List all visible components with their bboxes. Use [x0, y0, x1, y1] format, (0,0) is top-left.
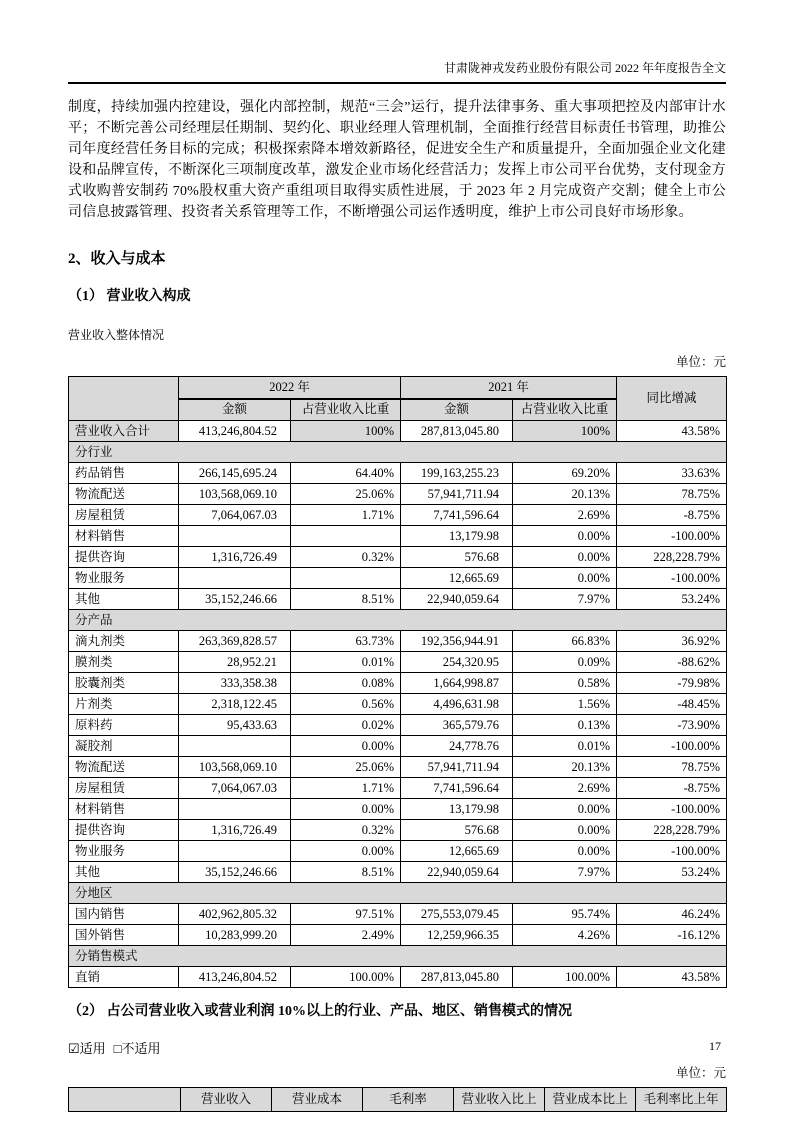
table1-cell: -8.75%: [617, 778, 727, 799]
table1-cell: 1,316,726.49: [179, 547, 291, 568]
table1-cell: 4,496,631.98: [401, 694, 513, 715]
table1-cell: 43.58%: [617, 967, 727, 988]
table1-cell: 0.00%: [513, 841, 617, 862]
table1-cell: 2.69%: [513, 778, 617, 799]
table1-body: [69, 421, 727, 988]
table1-row-label: 材料销售: [69, 799, 179, 820]
unit-label-2: 单位：元: [675, 1066, 726, 1080]
table1-row-label: 直销: [69, 967, 179, 988]
table1-data-row: [69, 652, 727, 673]
table1-cell: 78.75%: [617, 484, 727, 505]
table1-cell: 100%: [513, 421, 617, 442]
header-title: 甘肃陇神戎发药业股份有限公司 2022 年年度报告全文: [443, 61, 726, 75]
table1-section-label: 分销售模式: [69, 946, 727, 967]
table1-data-row: [69, 526, 727, 547]
table1-cell: 13,179.98: [401, 799, 513, 820]
table1-cell: 0.00%: [291, 736, 401, 757]
table1-cell: 100.00%: [513, 967, 617, 988]
table1-section-row: [69, 442, 727, 463]
checkbox-checked-icon: ☑: [68, 1041, 80, 1056]
table1-cell: 0.02%: [291, 715, 401, 736]
table1-cell: 576.68: [401, 547, 513, 568]
table1-row-label: 营业收入合计: [69, 421, 179, 442]
table1-cell: 0.00%: [513, 568, 617, 589]
table1-cell: 7,741,596.64: [401, 778, 513, 799]
table1-row-label: 药品销售: [69, 463, 179, 484]
table1-row-label: 滴丸剂类: [69, 631, 179, 652]
table1-cell: 8.51%: [291, 862, 401, 883]
table1-row-label: 胶囊剂类: [69, 673, 179, 694]
table1-cell: 66.83%: [513, 631, 617, 652]
table1-cell: 20.13%: [513, 484, 617, 505]
table1-data-row: [69, 904, 727, 925]
table1-cell: 35,152,246.66: [179, 862, 291, 883]
table1-cell: -100.00%: [617, 799, 727, 820]
subsection-2-heading: （2） 占公司营业收入或营业利润 10%以上的行业、产品、地区、销售模式的情况: [68, 1004, 572, 1019]
table1-header-amount-2022: 金额: [179, 399, 291, 421]
table1-cell: 28,952.21: [179, 652, 291, 673]
table1-row-label: 原料药: [69, 715, 179, 736]
table1-row-label: 提供咨询: [69, 820, 179, 841]
table2-header-margin-yoy: 毛利率比上年: [636, 1088, 727, 1112]
table1-header-2021: 2021 年: [401, 377, 617, 399]
body-paragraph: 制度，持续加强内控建设，强化内部控制，规范“三会”运行，提升法律事务、重大事项把控及内部审计水平；不断完善公司经理层任期制、契约化、职业经理人管理机制，全面推行经营目标责任书管理，助推公司年度经营任务目标的完成；积极探索降本增效新路径，促进安全生产和质量提升，全面加强企业文化建设和品牌宣传，不断深化三项制度改革，激发企业市场化经营活力；发挥上市公司平台优势，支付现金方式收购普安制药 70%股权重大资产重组项目取得实质性进展，于 2023 年 2 月完成资产交割；健全上市公司信息披露管理、投资者关系管理等工作，不断增强公司运作透明度，维护上市公司良好市场形象。: [68, 100, 726, 220]
table1-cell: [291, 526, 401, 547]
table1-section-label: 分行业: [69, 442, 727, 463]
table1-header-yoy: 同比增减: [617, 377, 727, 421]
table1-data-row: [69, 421, 727, 442]
table1-cell: 0.32%: [291, 820, 401, 841]
table1-cell: 275,553,079.45: [401, 904, 513, 925]
table1-cell: 0.00%: [513, 526, 617, 547]
table1-cell: 0.58%: [513, 673, 617, 694]
table1-row-label: 物流配送: [69, 484, 179, 505]
table1-cell: 199,163,255.23: [401, 463, 513, 484]
table2-header-revenue: 营业收入: [181, 1088, 272, 1112]
table1-cell: 402,962,805.32: [179, 904, 291, 925]
table1-header-row-years: [69, 377, 727, 399]
not-applicable-label: 不适用: [121, 1041, 161, 1056]
table1-cell: 63.73%: [291, 631, 401, 652]
table1-cell: 287,813,045.80: [401, 967, 513, 988]
table1-section-label: 分地区: [69, 883, 727, 904]
table1-data-row: [69, 568, 727, 589]
table1-cell: -88.62%: [617, 652, 727, 673]
table1-cell: 413,246,804.52: [179, 967, 291, 988]
table1-data-row: [69, 694, 727, 715]
table1-data-row: [69, 778, 727, 799]
table1-data-row: [69, 484, 727, 505]
table1-cell: 7.97%: [513, 589, 617, 610]
table1-header-2022: 2022 年: [179, 377, 401, 399]
table1-cell: 4.26%: [513, 925, 617, 946]
table1-data-row: [69, 799, 727, 820]
table1-cell: 57,941,711.94: [401, 484, 513, 505]
table1-data-row: [69, 715, 727, 736]
table1-cell: 25.06%: [291, 484, 401, 505]
table2-header-row: [69, 1088, 727, 1112]
table1-data-row: [69, 967, 727, 988]
subsection-1-heading: （1） 营业收入构成: [68, 289, 191, 304]
table1-row-label: 其他: [69, 862, 179, 883]
table1-row-label: 凝胶剂: [69, 736, 179, 757]
table1-cell: 576.68: [401, 820, 513, 841]
table1-cell: 0.13%: [513, 715, 617, 736]
document-header: [68, 0, 726, 84]
table1-cell: 53.24%: [617, 589, 727, 610]
table1-cell: 57,941,711.94: [401, 757, 513, 778]
table1-cell: 333,358.38: [179, 673, 291, 694]
table1-cell: 13,179.98: [401, 526, 513, 547]
table1-cell: 1,316,726.49: [179, 820, 291, 841]
table1-cell: 97.51%: [291, 904, 401, 925]
table1-cell: -8.75%: [617, 505, 727, 526]
table1-cell: 7.97%: [513, 862, 617, 883]
table1-cell: 228,228.79%: [617, 820, 727, 841]
table1-row-label: 国外销售: [69, 925, 179, 946]
table1-cell: 22,940,059.64: [401, 589, 513, 610]
table1-cell: 1.71%: [291, 778, 401, 799]
table1-data-row: [69, 463, 727, 484]
table1-cell: 103,568,069.10: [179, 757, 291, 778]
table1-cell: 1.71%: [291, 505, 401, 526]
table1-cell: -16.12%: [617, 925, 727, 946]
table1-section-row: [69, 946, 727, 967]
table1-cell: -100.00%: [617, 526, 727, 547]
table2-header: [69, 1088, 727, 1112]
table1-cell: -100.00%: [617, 841, 727, 862]
table1-cell: 266,145,695.24: [179, 463, 291, 484]
table1-cell: 100%: [291, 421, 401, 442]
table1-cell: 2.69%: [513, 505, 617, 526]
table1-corner-cell: [69, 377, 179, 421]
table1-cell: 100.00%: [291, 967, 401, 988]
table1-data-row: [69, 925, 727, 946]
table1-row-label: 物业服务: [69, 841, 179, 862]
table1-cell: 192,356,944.91: [401, 631, 513, 652]
table1-data-row: [69, 757, 727, 778]
table1-cell: -100.00%: [617, 736, 727, 757]
table1-cell: 0.00%: [291, 799, 401, 820]
page-number: 17: [709, 1039, 721, 1053]
table1-cell: 0.32%: [291, 547, 401, 568]
table1-cell: 1.56%: [513, 694, 617, 715]
table1-header-amount-2021: 金额: [401, 399, 513, 421]
applicable-label: 适用: [79, 1041, 106, 1056]
table1-cell: -100.00%: [617, 568, 727, 589]
table1-row-label: 片剂类: [69, 694, 179, 715]
table1-cell: 287,813,045.80: [401, 421, 513, 442]
table1-section-row: [69, 883, 727, 904]
table1-cell: 0.08%: [291, 673, 401, 694]
table1-row-label: 提供咨询: [69, 547, 179, 568]
table1-section-row: [69, 610, 727, 631]
table1-data-row: [69, 505, 727, 526]
table1-cell: 35,152,246.66: [179, 589, 291, 610]
table1-cell: 64.40%: [291, 463, 401, 484]
checkbox-unchecked-icon: □: [113, 1041, 122, 1056]
table1-header-share-2022: 占营业收入比重: [291, 399, 401, 421]
table1-cell: [179, 526, 291, 547]
table1-row-label: 房屋租赁: [69, 505, 179, 526]
table1-cell: 0.56%: [291, 694, 401, 715]
table1-cell: 69.20%: [513, 463, 617, 484]
table1-cell: 365,579.76: [401, 715, 513, 736]
table1-header: [69, 377, 727, 421]
table1-cell: -73.90%: [617, 715, 727, 736]
table1-section-label: 分产品: [69, 610, 727, 631]
table1-cell: 95.74%: [513, 904, 617, 925]
table1-data-row: [69, 862, 727, 883]
table2-corner-cell: [69, 1088, 181, 1112]
table1-cell: 0.09%: [513, 652, 617, 673]
table1-row-label: 材料销售: [69, 526, 179, 547]
table1-cell: [179, 799, 291, 820]
table1-cell: 0.01%: [513, 736, 617, 757]
table1-cell: 25.06%: [291, 757, 401, 778]
table1-cell: 78.75%: [617, 757, 727, 778]
table1-cell: 36.92%: [617, 631, 727, 652]
table1-data-row: [69, 820, 727, 841]
table1-data-row: [69, 736, 727, 757]
table1-cell: [179, 841, 291, 862]
table1-cell: 413,246,804.52: [179, 421, 291, 442]
table1-cell: 20.13%: [513, 757, 617, 778]
table1-row-label: 膜剂类: [69, 652, 179, 673]
unit-label-1: 单位：元: [675, 355, 726, 369]
table1-cell: 0.01%: [291, 652, 401, 673]
table1-cell: 12,665.69: [401, 841, 513, 862]
table1-cell: 7,741,596.64: [401, 505, 513, 526]
revenue-composition-table: [68, 376, 727, 988]
table1-data-row: [69, 631, 727, 652]
table1-cell: 53.24%: [617, 862, 727, 883]
table1-cell: 12,665.69: [401, 568, 513, 589]
section-heading: 2、收入与成本: [68, 251, 166, 267]
table1-cell: 0.00%: [291, 841, 401, 862]
table1-cell: 254,320.95: [401, 652, 513, 673]
table1-cell: 12,259,966.35: [401, 925, 513, 946]
table1-cell: 0.00%: [513, 799, 617, 820]
table1-cell: 7,064,067.03: [179, 778, 291, 799]
table1-cell: 22,940,059.64: [401, 862, 513, 883]
table1-header-share-2021: 占营业收入比重: [513, 399, 617, 421]
table1-data-row: [69, 673, 727, 694]
table2-header-cost-yoy: 营业成本比上: [545, 1088, 636, 1112]
table2-header-revenue-yoy: 营业收入比上: [454, 1088, 545, 1112]
segment-detail-table: [68, 1087, 727, 1112]
table1-cell: [179, 568, 291, 589]
table1-cell: 228,228.79%: [617, 547, 727, 568]
table1-cell: 263,369,828.57: [179, 631, 291, 652]
table1-cell: -79.98%: [617, 673, 727, 694]
table1-cell: -48.45%: [617, 694, 727, 715]
table1-cell: 103,568,069.10: [179, 484, 291, 505]
table1-row-label: 国内销售: [69, 904, 179, 925]
table1-row-label: 房屋租赁: [69, 778, 179, 799]
table1-cell: [179, 736, 291, 757]
table1-cell: 8.51%: [291, 589, 401, 610]
table1-cell: 33.63%: [617, 463, 727, 484]
table1-data-row: [69, 841, 727, 862]
table2-header-gross-margin: 毛利率: [363, 1088, 454, 1112]
table1-cell: 24,778.76: [401, 736, 513, 757]
table1-cell: [291, 568, 401, 589]
table1-row-label: 物业服务: [69, 568, 179, 589]
table1-cell: 2,318,122.45: [179, 694, 291, 715]
table1-cell: 0.00%: [513, 820, 617, 841]
table1-row-label: 物流配送: [69, 757, 179, 778]
table1-caption: 营业收入整体情况: [68, 328, 165, 342]
table2-header-cost: 营业成本: [272, 1088, 363, 1112]
table1-cell: 1,664,998.87: [401, 673, 513, 694]
table1-cell: 43.58%: [617, 421, 727, 442]
table1-row-label: 其他: [69, 589, 179, 610]
table1-cell: 0.00%: [513, 547, 617, 568]
table1-cell: 7,064,067.03: [179, 505, 291, 526]
table1-cell: 95,433.63: [179, 715, 291, 736]
table1-data-row: [69, 589, 727, 610]
table1-data-row: [69, 547, 727, 568]
table1-cell: 2.49%: [291, 925, 401, 946]
table1-cell: 10,283,999.20: [179, 925, 291, 946]
table1-cell: 46.24%: [617, 904, 727, 925]
applicability-line: [68, 1038, 726, 1057]
